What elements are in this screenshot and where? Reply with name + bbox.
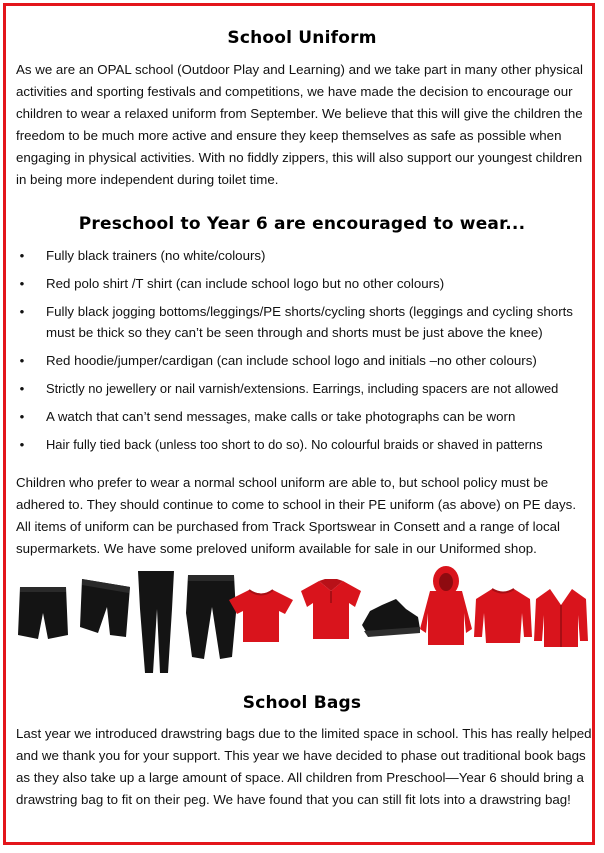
list-item-text: Hair fully tied back (unless too short to do so). No colourful braids or shaved in patterns (46, 437, 543, 452)
red-tshirt-image (227, 587, 295, 645)
uniform-intro-paragraph: As we are an OPAL school (Outdoor Play and Learning) and we take part in many other physical activities and sporting festivals and competitions, we have made the decision to encourage our children to wear a relaxed uniform from September. We believe that this will give the children the freedom to be much more active and ensure they keep themselves as safe as possible when engaging in physical activities. With no fiddly zippers, this will also support our youngest children in being more independent during toilet time. (16, 62, 583, 187)
list-item (16, 378, 594, 399)
bullet: • (19, 381, 25, 396)
list-item (16, 350, 594, 371)
uniform-list (16, 245, 594, 462)
bullet: • (19, 409, 25, 424)
list-item-text: Fully black trainers (no white/colours) (46, 248, 266, 263)
list-item (16, 245, 594, 266)
red-jumper-image (472, 587, 534, 645)
red-cardigan-image (532, 587, 590, 649)
school-bags-heading: School Bags (242, 693, 362, 713)
bullet: • (19, 353, 25, 368)
black-trainer-image (358, 595, 422, 639)
school-bags-paragraph: Last year we introduced drawstring bags due to the limited space in school. This has really helped and we thank you for your support. This year we have decided to phase out traditional book bags as they also take up a large amount of space. All children from Preschool—Year 6 should bring a drawstring bag to fit on their peg. We have found that you can still fit lots into a drawstring bag! (16, 726, 592, 807)
uniform-heading: School Uniform (227, 28, 377, 48)
uniform-clothing-images (14, 565, 592, 680)
list-item-text: Red polo shirt /T shirt (can include school logo but no other colours) (46, 276, 445, 291)
list-item (16, 406, 594, 427)
list-item (16, 301, 594, 343)
list-item-text: Fully black jogging bottoms/leggings/PE shorts/cycling shorts (leggings and cycling shorts must be thick so they can’t be seen through and shorts must be just above the knee) (46, 304, 573, 340)
black-cycling-shorts-image (74, 577, 136, 642)
list-item-text: Red hoodie/jumper/cardigan (can include school logo and initials –no other colours) (46, 353, 537, 368)
black-leggings-image (134, 569, 180, 677)
list-item-text: A watch that can’t send messages, make calls or take photographs can be worn (46, 409, 516, 424)
list-item-text: Strictly no jewellery or nail varnish/extensions. Earrings, including spacers are not allowed (46, 381, 559, 396)
black-shorts-image (16, 585, 70, 643)
list-item (16, 434, 594, 455)
red-hoodie-image (418, 565, 474, 649)
bullet: • (19, 437, 25, 452)
bullet: • (19, 248, 25, 263)
list-item (16, 273, 594, 294)
encouraged-heading: Preschool to Year 6 are encouraged to wear... (78, 214, 526, 234)
bullet: • (19, 304, 25, 319)
red-polo-shirt-image (297, 577, 365, 643)
normal-uniform-paragraph: Children who prefer to wear a normal school uniform are able to, but school policy must be adhered to. They should continue to come to school in their PE uniform (as above) on PE days. All items of uniform can be purchased from Track Sportswear in Consett and a range of local supermarkets. We have some preloved uniform available for sale in our Uniformed shop. (16, 475, 577, 556)
bullet: • (19, 276, 25, 291)
